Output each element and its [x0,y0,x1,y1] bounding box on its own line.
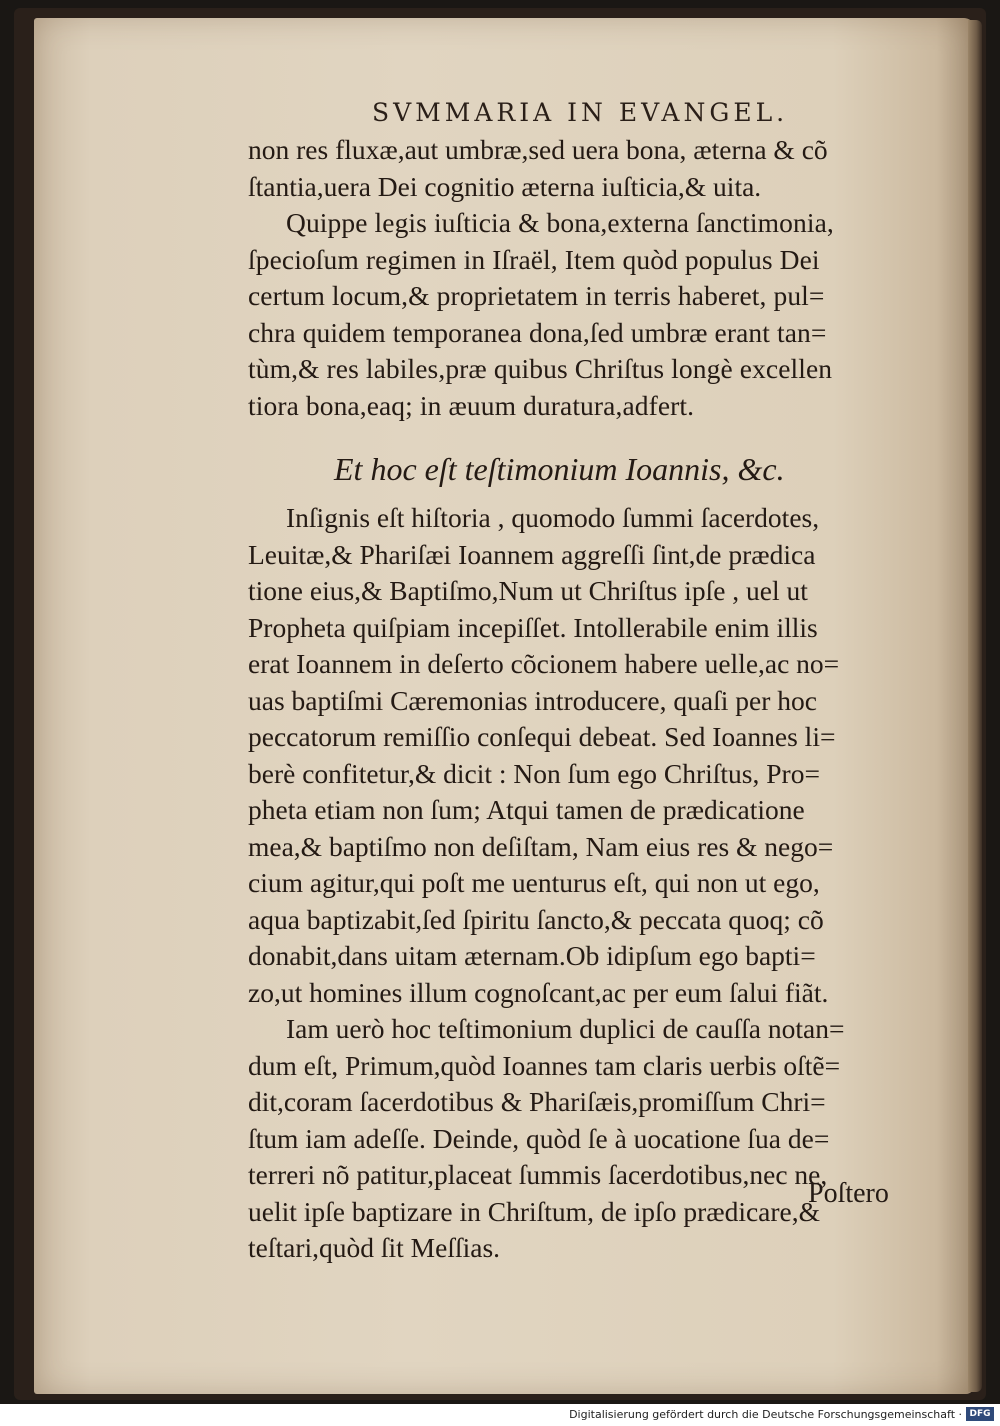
text-line: non res fluxæ,aut umbræ,sed uera bona, æterna & cõ [248,134,828,165]
catchword: Poſtero [808,1178,889,1209]
text-line: dum eſt, Primum,quòd Ioannes tam claris uerbis oſtẽ= [248,1049,841,1081]
text-line: dit,coram ſacerdotibus & Phariſæis,promiſſum Chri= [248,1086,826,1117]
text-line: berè confitetur,& dicit : Non ſum ego Chriſtus, Pro= [248,757,820,789]
paragraph-2 [248,205,928,424]
dfg-logo-icon: DFG [966,1407,994,1421]
text-line: terreri nõ patitur,placeat ſummis ſacerdotibus,nec ne, [248,1159,828,1190]
text-line: Leuitæ,& Phariſæi Ioannem aggreſſi ſint,de prædica [248,538,816,570]
text-line: Quippe legis iuſticia & bona,externa ſanctimonia, [286,207,834,238]
running-head: SVMMARIA IN EVANGEL. [372,98,789,127]
text-line: pheta etiam non ſum; Atqui tamen de prædicatione [248,794,805,825]
text-line: erat Ioannem in deſerto cõcionem habere uelle,ac no= [248,648,840,679]
text-line: uelit ipſe baptizare in Chriſtum, de ipſo prædicare,& [248,1195,820,1227]
text-line: zo,ut homines illum cognoſcant,ac per eum ſalui fiãt. [248,976,829,1008]
text-line: ſtantia,uera Dei cognitio æterna iuſticia,& uita. [248,170,762,202]
funding-credit: Digitalisierung gefördert durch die Deutsche Forschungsgemeinschaft · [569,1408,962,1421]
text-line: cium agitur,qui poſt me uenturus eſt, qui non ut ego, [248,867,820,898]
footer-bar [0,1404,1000,1426]
text-line: teſtari,quòd ſit Meſſias. [248,1232,501,1263]
text-line: peccatorum remiſſio conſequi debeat. Sed Ioannes li= [248,721,836,752]
text-line: donabit,dans uitam æternam.Ob idipſum ego bapti= [248,940,816,971]
text-line: mea,& baptiſmo non deſiſtam, Nam eius res & nego= [248,830,834,862]
text-line: aqua baptizabit,ſed ſpiritu ſancto,& peccata quoq; cõ [248,903,824,935]
text-line: Propheta quiſpiam incepiſſet. Intollerabile enim illis [248,611,818,643]
text-line: uas baptiſmi Cæremonias introducere, quaſi per hoc [248,684,817,716]
paragraph-4 [248,1011,928,1267]
text-line: ſpecioſum regimen in Iſraël, Item quòd populus Dei [248,243,820,275]
text-line: Inſignis eſt hiſtoria , quomodo ſummi ſacerdotes, [286,502,820,533]
text-line: tùm,& res labiles,præ quibus Chriſtus longè excellen [248,353,833,384]
paragraph-1 [248,132,928,205]
section-heading: Et hoc eſt teſtimonium Ioannis, &c. [334,451,785,487]
page-edge [968,20,982,1392]
paragraph-3 [248,500,928,1011]
text-line: tiora bona,eaq; in æuum duratura,adfert. [248,389,695,421]
text-line: ſtum iam adeſſe. Deinde, quòd ſe à uocatione ſua de= [248,1122,830,1154]
text-line: Iam uerò hoc teſtimonium duplici de cauſſa notan= [286,1013,845,1044]
text-line: tione eius,& Baptiſmo,Num ut Chriſtus ipſe , uel ut [248,575,808,606]
text-line: certum locum,& proprietatem in terris haberet, pul= [248,280,825,311]
text-line: chra quidem temporanea dona,ſed umbræ erant tan= [248,316,827,348]
body-text [248,132,928,1267]
